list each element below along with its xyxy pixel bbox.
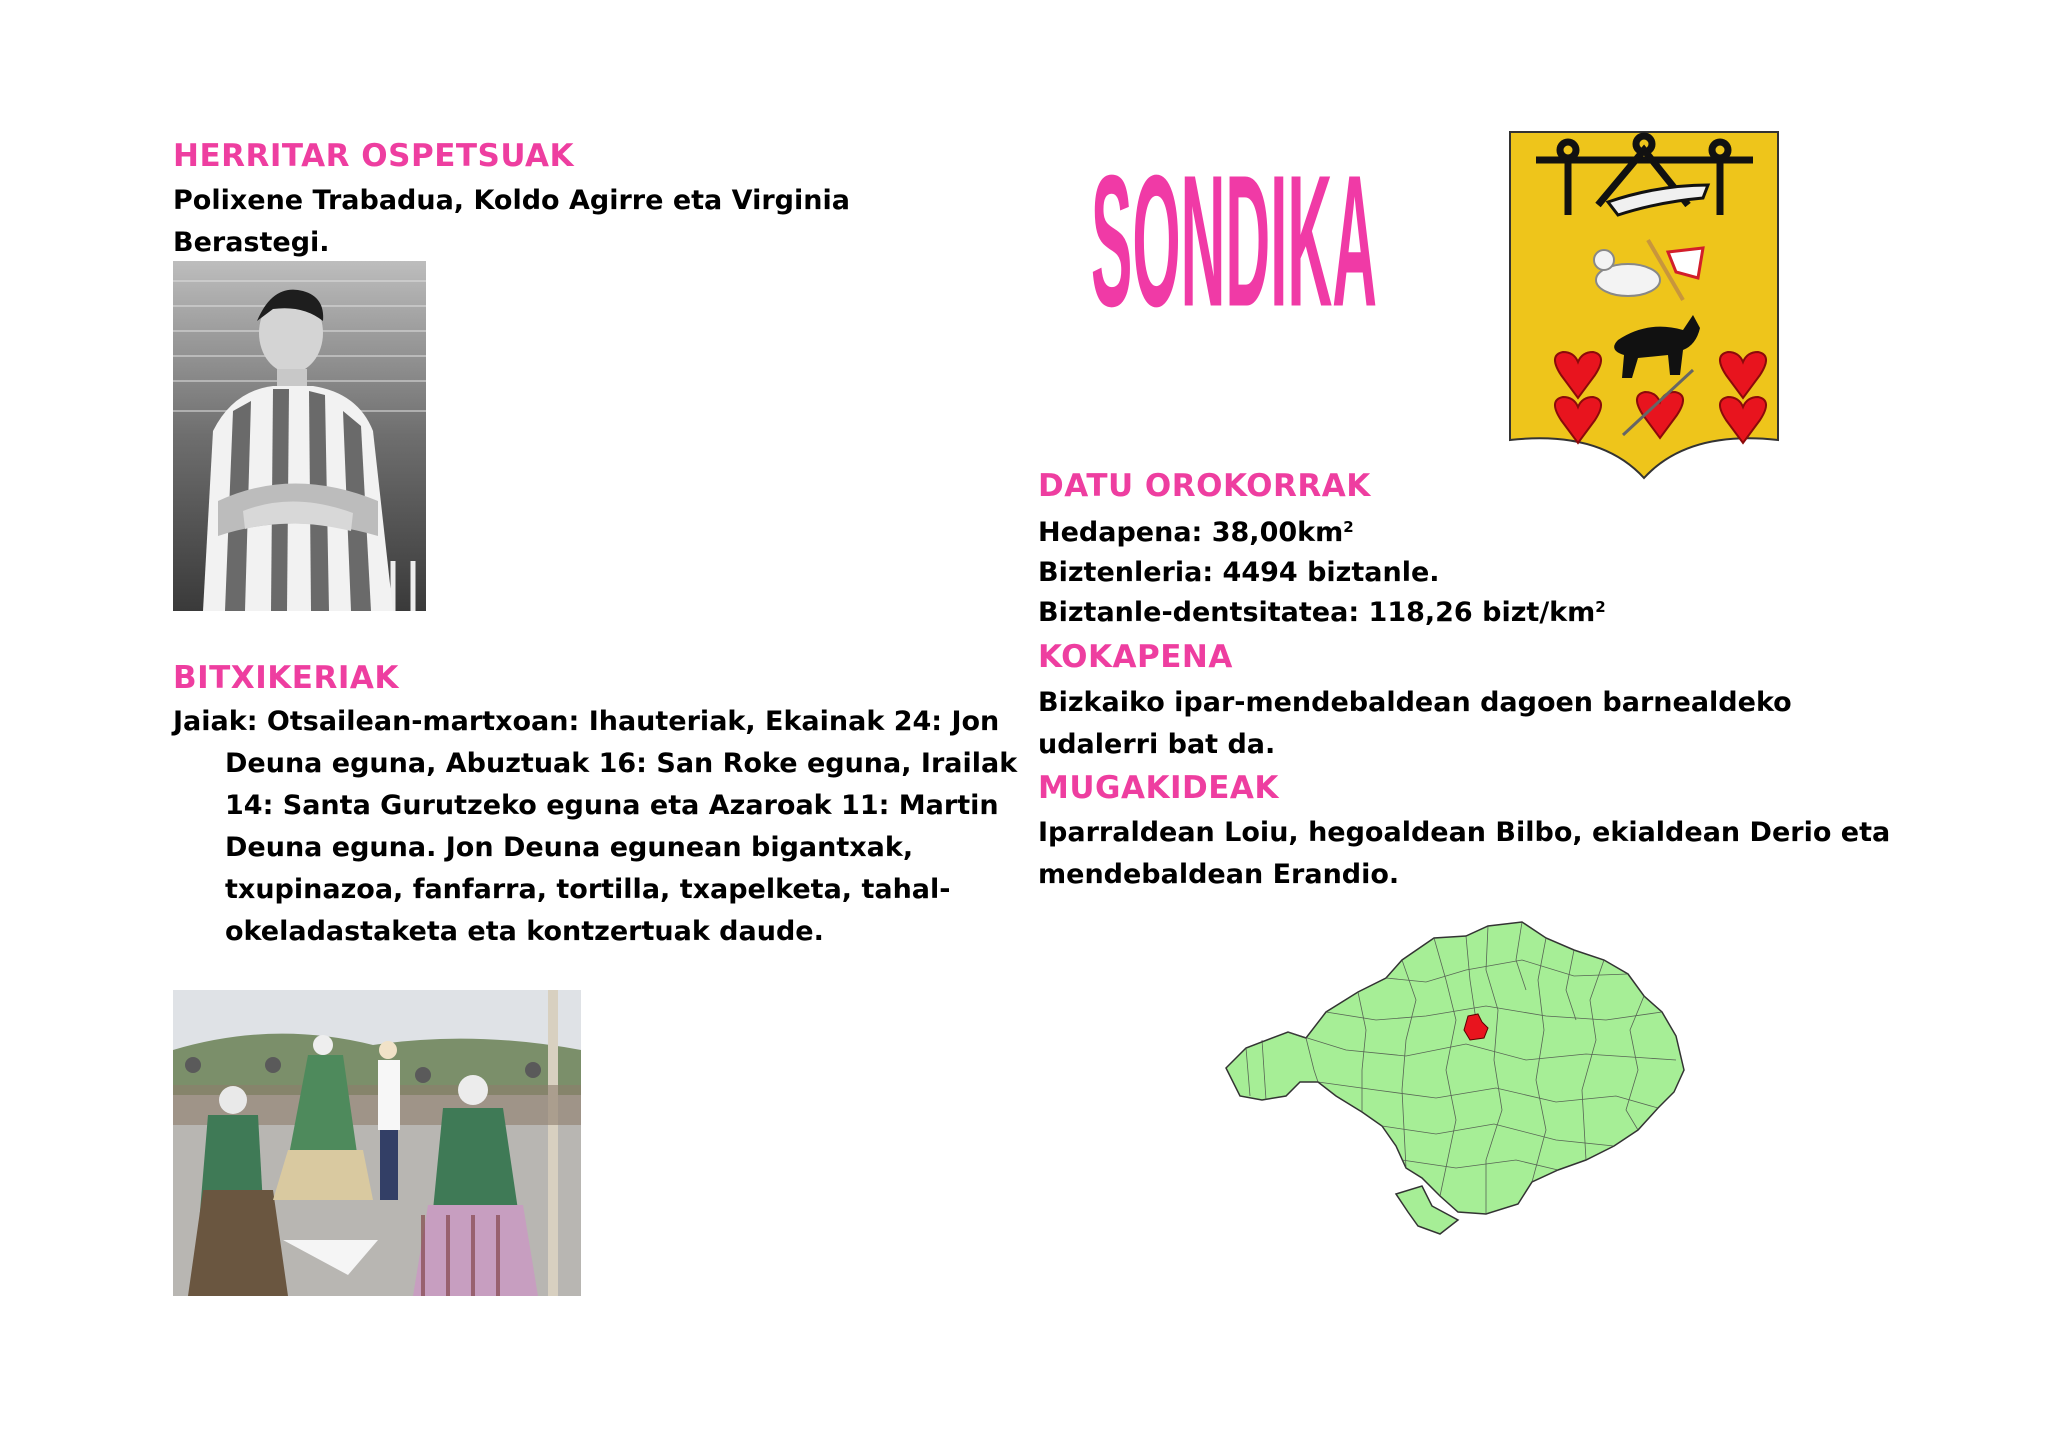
dance-photo-graphic bbox=[173, 990, 581, 1296]
footballer-photo bbox=[173, 261, 426, 611]
area-superscript: 2 bbox=[1343, 518, 1354, 536]
bizkaia-map-graphic bbox=[1226, 920, 1686, 1240]
map-region bbox=[1226, 922, 1684, 1214]
curiosities-text: Jaiak: Otsailean-martxoan: Ihauteriak, Ekainak 24: Jon Deuna eguna, Abuztuak 16: San Roke eguna, Irailak 14: Santa Gurutzeko eguna eta Azaroak 11: Martin Deuna eguna. Jon Deuna egunean bigantxak, txupinazoa, fanfarra, tortilla, txapelketa, tahal-okeladastaketa eta kontzertuak daude. bbox=[173, 706, 1018, 947]
sondika-wordart bbox=[1086, 135, 1382, 368]
title-text: SONDIKA bbox=[1091, 135, 1377, 346]
dance-photo bbox=[173, 990, 581, 1296]
curiosities-heading: BITXIKERIAK bbox=[173, 660, 399, 696]
general-heading: DATU OROKORRAK bbox=[1038, 468, 1371, 504]
sondika-title bbox=[1086, 135, 1382, 368]
density-line bbox=[1038, 592, 1606, 634]
area-line bbox=[1038, 512, 1354, 554]
coat-of-arms-graphic bbox=[1508, 130, 1780, 480]
footballer-photo-graphic bbox=[173, 261, 426, 611]
area-text: Hedapena: 38,00km bbox=[1038, 517, 1344, 548]
location-text: Bizkaiko ipar-mendebaldean dagoen barnealdeko udalerri bat da. bbox=[1038, 687, 1792, 760]
neighbours-heading: MUGAKIDEAK bbox=[1038, 770, 1279, 806]
coat-of-arms bbox=[1508, 130, 1780, 480]
density-superscript: 2 bbox=[1595, 598, 1606, 616]
famous-text: Polixene Trabadua, Koldo Agirre eta Virginia Berastegi. bbox=[173, 185, 850, 258]
population-line: Biztenleria: 4494 biztanle. bbox=[1038, 557, 1440, 588]
bizkaia-map bbox=[1226, 920, 1686, 1240]
density-text: Biztanle-dentsitatea: 118,26 bizt/km bbox=[1038, 597, 1596, 628]
neighbours-text: Iparraldean Loiu, hegoaldean Bilbo, ekialdean Derio eta mendebaldean Erandio. bbox=[1038, 817, 1891, 890]
location-heading: KOKAPENA bbox=[1038, 639, 1233, 675]
famous-heading: HERRITAR OSPETSUAK bbox=[173, 138, 575, 174]
